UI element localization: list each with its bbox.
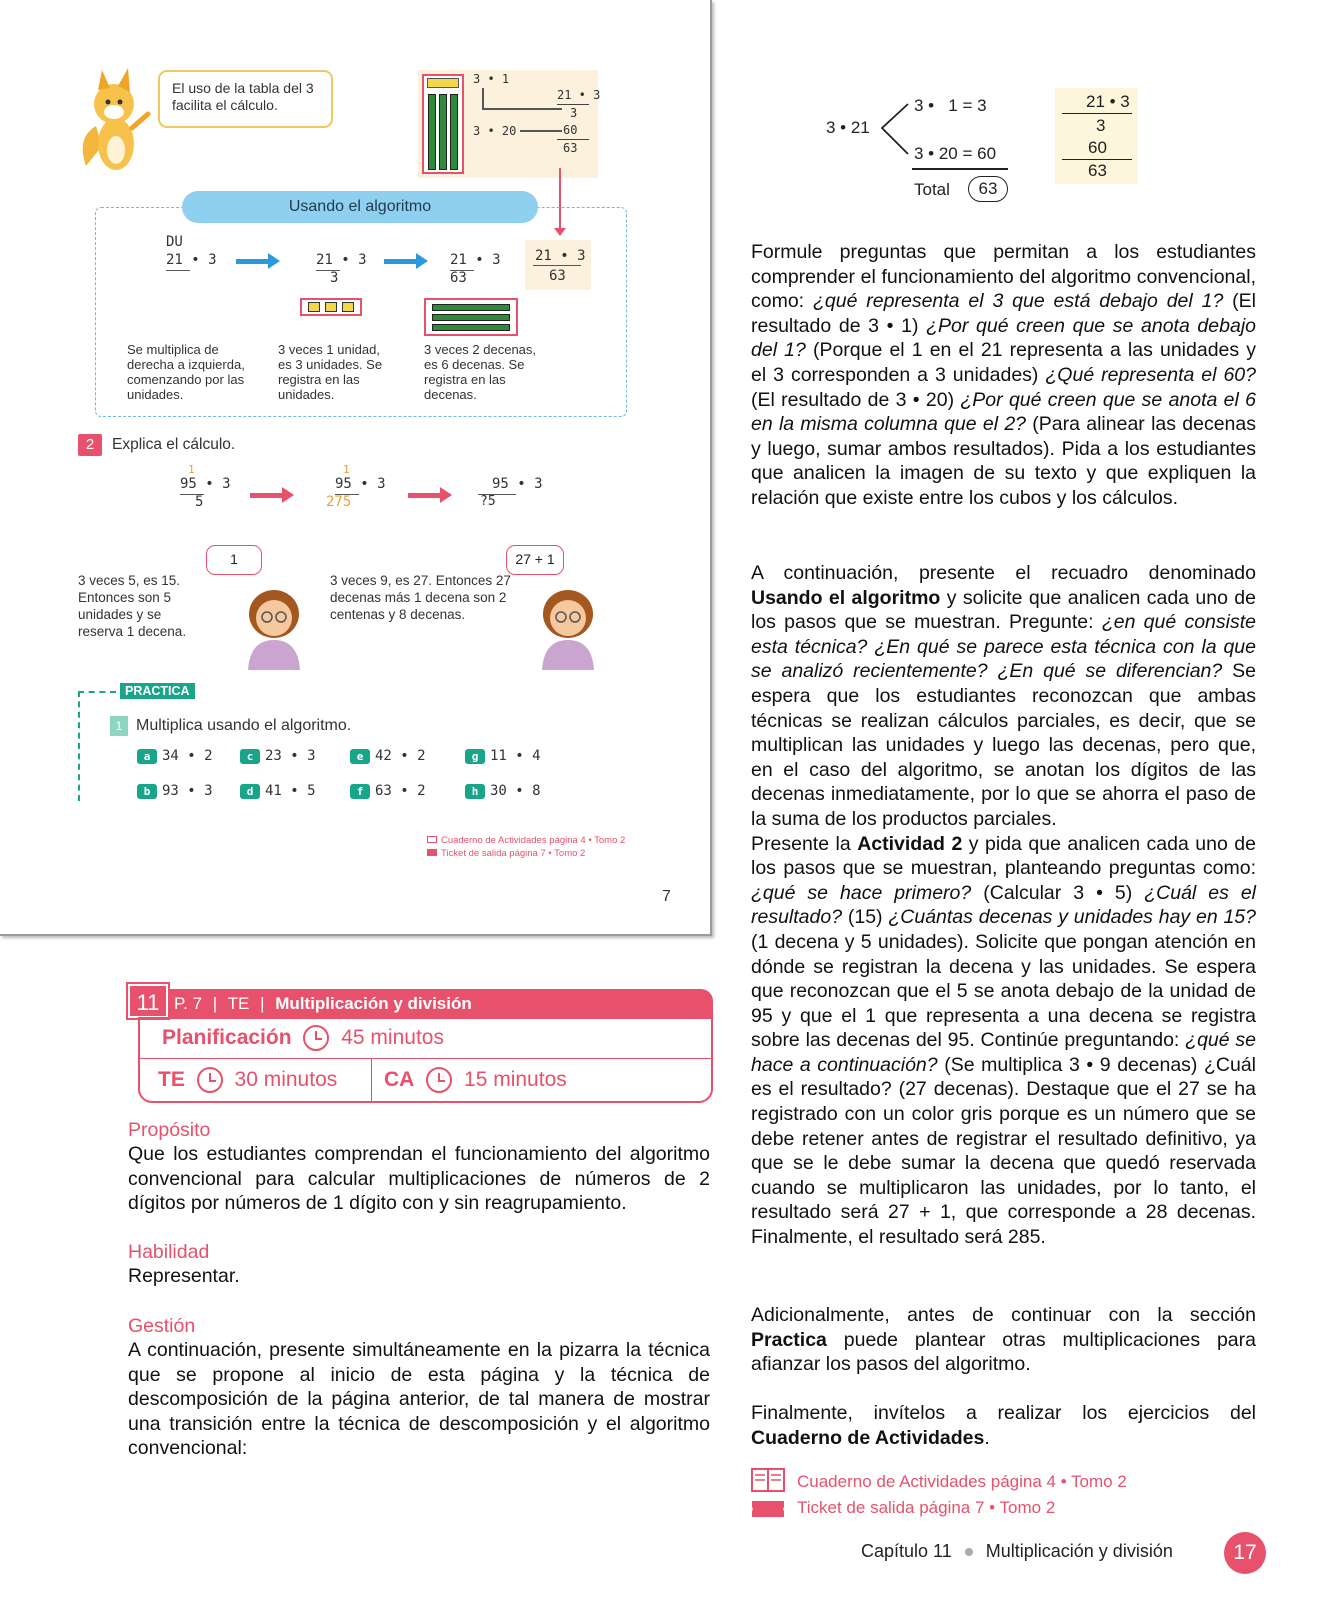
branch-bracket-icon (878, 100, 912, 158)
blue-arrow-1 (236, 259, 270, 264)
exercise-expression: 30 • 8 (490, 783, 541, 799)
decomp-line-1: 3 • 1 (473, 72, 510, 86)
lesson-title: Multiplicación y división (275, 994, 472, 1013)
lesson-header: P. 7 | TE | Multiplicación y división (168, 989, 713, 1019)
right-paragraph-2: A continuación, presente el recuadro denominado Usando el algoritmo y solicite que analicen cada uno de los pasos que se muestran. Pregunte: ¿en qué consiste esta técnica? ¿En qué se parece esta técnica con la que se analizó recientemente? ¿En qué se diferencian? Se espera que los estudiantes reconozcan que ambas técnicas se realizan cálculos parciales, es decir, que se multiplican las unidades y luego las decenas, pero que, en el caso del algoritmo, se anotan los dígitos de las decenas inmediatamente, por lo que se ahorra el paso de la suma de los productos parciales. Presente la Actividad 2 y pida que analicen cada uno de los pasos que se muestran, planteando preguntas como: ¿qué se hace primero? (Calcular 3 • 5) ¿Cuál es el resultado? (15) ¿Cuántas decenas y unidades hay en 15? (1 decena y 5 unidades). Solicite que pongan atención en dónde se registran la decena y las unidades. Se espera que reconozcan que el 5 se anota debajo de la unidad de 95 y que el 1 que representa a una decena se registra sobre las decenas del 95. Continúe preguntando: ¿qué se hace a continuación? (Se multiplica 3 • 9 decenas) ¿Cuál es el resultado? (27 decenas). Destaque que el 27 se ha registrado con un color gris porque es un número que se debe retener antes de registrar el resultado definitivo, ya que se le debe sumar la decena que quedó reservada cuando se multiplicaron las unidades, por lo tanto, el resultado será 27 + 1, que corresponde a 28 decenas. Finalmente, el resultado será 285. (751, 562, 1257, 1249)
ex2-step3-result: ?5 (480, 494, 496, 509)
ref-ticket: Ticket de salida página 7 • Tomo 2 (797, 1498, 1056, 1517)
girl1-explanation: 3 veces 5, es 15. Entonces son 5 unidades y se reserva 1 decena. (78, 573, 187, 639)
exercise-2-number: 2 (78, 434, 102, 456)
calc-branch-1: 3 • 1 = 3 (914, 96, 987, 115)
ex2-carry-2: 1 (343, 463, 350, 476)
girl2-explanation: 3 veces 9, es 27. Entonces 27 decenas más 1 decena son 2 centenas y 8 decenas. (330, 573, 511, 622)
calc-total-value: 63 (968, 176, 1008, 202)
vertical-calc-3: 60 (1088, 138, 1107, 157)
habilidad-text: Representar. (128, 1265, 240, 1287)
footer-page-number: 17 (1224, 1532, 1266, 1574)
alarm-clock-icon (303, 1025, 329, 1051)
ex2-step3-expression: 95 • 3 (492, 476, 543, 492)
girl-2-avatar (536, 584, 600, 670)
exercise-item (240, 783, 316, 799)
exercise-expression: 11 • 4 (490, 748, 541, 764)
right-paragraph-1: Formule preguntas que permitan a los estudiantes comprender el funcionamiento del algoritmo convencional, como: ¿qué representa el 3 que está debajo del 1? (El resultado de 3 • 1) ¿Por qué creen que se anota debajo del 1? (Porque el 1 en el 21 representa a las unidades y el 3 corresponden a 3 unidades) ¿Qué representa el 60? (El resultado de 3 • 20) ¿Por qué creen que se anota el 6 en la misma columna que el 2? (Para alinear las decenas y luego, sumar ambos resultados). Pida a los estudiantes que analicen la imagen de su texto y que expliquen la relación que existe entre los cubos y los cálculos. (751, 241, 1256, 509)
calc-root: 3 • 21 (826, 118, 870, 137)
ex2-step2-expression: 95 • 3 (335, 476, 386, 492)
step2-expression: 21 • 3 (316, 252, 367, 268)
vertical-calc-1: 21 • 3 (1086, 92, 1130, 111)
exercise-item (350, 783, 426, 799)
exercise-expression: 23 • 3 (265, 748, 316, 764)
ca-label: CA (384, 1068, 415, 1091)
algorithm-desc-1: Se multiplica de derecha a izquierda, comenzando por las unidades. (127, 342, 245, 402)
exercise-expression: 42 • 2 (375, 748, 426, 764)
footer-chapter-label: Capítulo 11 (861, 1541, 952, 1561)
ten-rods-icon (424, 298, 518, 336)
fox-mascot-icon (72, 68, 156, 178)
decomp-vertical-3: 60 (563, 123, 578, 137)
pink-arrow-2 (408, 493, 442, 498)
plan-time: 45 minutos (341, 1026, 444, 1049)
exercise-tag: b (137, 784, 157, 799)
proposito-text: Que los estudiantes comprendan el funcionamiento del algoritmo convencional para calcular multiplicaciones de números de 2 dígitos por números de 1 dígito con y sin reagrupamiento. (128, 1143, 710, 1215)
calc-total-label: Total (914, 180, 950, 199)
exercise-tag: c (240, 749, 260, 764)
lesson-number: 11 (128, 984, 168, 1018)
alarm-clock-icon (197, 1067, 223, 1093)
girl1-speech-bubble: 1 (206, 545, 262, 575)
cubes-panel (422, 74, 464, 174)
exercise-item (240, 748, 316, 764)
girl2-speech-bubble: 27 + 1 (506, 545, 564, 575)
exercise-item (137, 783, 213, 799)
vertical-calc-4: 63 (1088, 161, 1107, 180)
pink-arrow-1 (250, 493, 284, 498)
exercise-tag: f (350, 784, 370, 799)
step3-expression: 21 • 3 (450, 252, 501, 268)
step1-expression: 21 • 3 (166, 252, 217, 268)
exercise-expression: 63 • 2 (375, 783, 426, 799)
exercise-tag: e (350, 749, 370, 764)
step2-result: 3 (330, 270, 339, 286)
exercise-2-title: Explica el cálculo. (112, 436, 236, 453)
algorithm-title: Usando el algoritmo (182, 191, 538, 223)
decomp-vertical-2: 3 (570, 106, 578, 120)
calc-branch-2: 3 • 20 = 60 (914, 144, 997, 163)
exercise-expression: 41 • 5 (265, 783, 316, 799)
right-paragraph-5: Finalmente, invítelos a realizar los ejercicios del Cuaderno de Actividades. (751, 1402, 1256, 1449)
fox-speech-bubble: El uso de la tabla del 3 facilita el cálculo. (158, 70, 333, 128)
decomp-vertical-4: 63 (563, 141, 578, 155)
te-time: 30 minutos (234, 1068, 338, 1091)
exercise-tag: d (240, 784, 260, 799)
ex2-step1-result: 5 (195, 494, 204, 510)
exercise-item (350, 748, 426, 764)
step4-result: 63 (549, 268, 566, 284)
step4-expression: 21 • 3 (535, 248, 586, 264)
ex2-step2-result: 275 (326, 494, 352, 510)
exercise-1-number: 1 (110, 716, 128, 736)
exercise-item (137, 748, 213, 764)
planning-box (138, 1017, 713, 1103)
student-book-page (0, 0, 712, 936)
book-page-number: 7 (662, 888, 671, 905)
book-ref-cuaderno: Cuaderno de Actividades página 4 • Tomo 2 (441, 835, 626, 846)
blue-arrow-2 (384, 259, 418, 264)
exercise-tag: g (465, 749, 485, 764)
lesson-te: TE (227, 994, 250, 1013)
exercise-item (465, 748, 541, 764)
du-label: DU (166, 234, 183, 250)
algorithm-desc-3: 3 veces 2 decenas, es 6 decenas. Se registra en las decenas. (424, 342, 537, 402)
gestion-heading: Gestión (128, 1315, 196, 1337)
exercise-1-title: Multiplica usando el algoritmo. (136, 717, 352, 734)
decomp-line-2: 3 • 20 (473, 124, 517, 138)
book-ref-ticket: Ticket de salida página 7 • Tomo 2 (441, 848, 586, 859)
unit-cubes-icon (300, 298, 362, 316)
exercise-expression: 34 • 2 (162, 748, 213, 764)
book-refs (427, 834, 625, 860)
open-book-icon (750, 1467, 788, 1493)
proposito-heading: Propósito (128, 1119, 211, 1141)
exercise-tag: h (465, 784, 485, 799)
ref-cuaderno: Cuaderno de Actividades página 4 • Tomo 2 (797, 1472, 1127, 1491)
lesson-page: P. 7 (174, 994, 203, 1013)
ticket-icon (750, 1499, 788, 1519)
habilidad-heading: Habilidad (128, 1241, 210, 1263)
plan-label: Planificación (162, 1026, 292, 1049)
algorithm-desc-2: 3 veces 1 unidad, es 3 unidades. Se registra en las unidades. (278, 342, 383, 402)
right-paragraph-4: Adicionalmente, antes de continuar con la sección Practica puede plantear otras multiplicaciones para afianzar los pasos del algoritmo. (751, 1304, 1256, 1376)
vertical-calc-2: 3 (1096, 116, 1106, 135)
girl-1-avatar (242, 584, 306, 670)
ex2-step1-expression: 95 • 3 (180, 476, 231, 492)
decomp-vertical-1: 21 • 3 (557, 88, 601, 102)
step3-result: 63 (450, 270, 467, 286)
footer-topic: Multiplicación y división (985, 1541, 1173, 1561)
alarm-clock-icon (426, 1067, 452, 1093)
gestion-text: A continuación, presente simultáneamente en la pizarra la técnica que se propone al inicio de esta página y la técnica de descomposición de la página anterior, de tal manera de mostrar una transición entre la técnica de descomposición y el algoritmo convencional: (128, 1339, 710, 1460)
exercise-expression: 93 • 3 (162, 783, 213, 799)
practica-bracket (78, 691, 80, 801)
practica-label: PRACTICA (120, 683, 195, 699)
exercise-tag: a (137, 749, 157, 764)
ex2-carry-1: 1 (188, 463, 195, 476)
te-label: TE (158, 1068, 185, 1091)
ca-time: 15 minutos (464, 1068, 567, 1091)
exercise-item (465, 783, 541, 799)
footer-chapter (861, 1541, 1173, 1562)
